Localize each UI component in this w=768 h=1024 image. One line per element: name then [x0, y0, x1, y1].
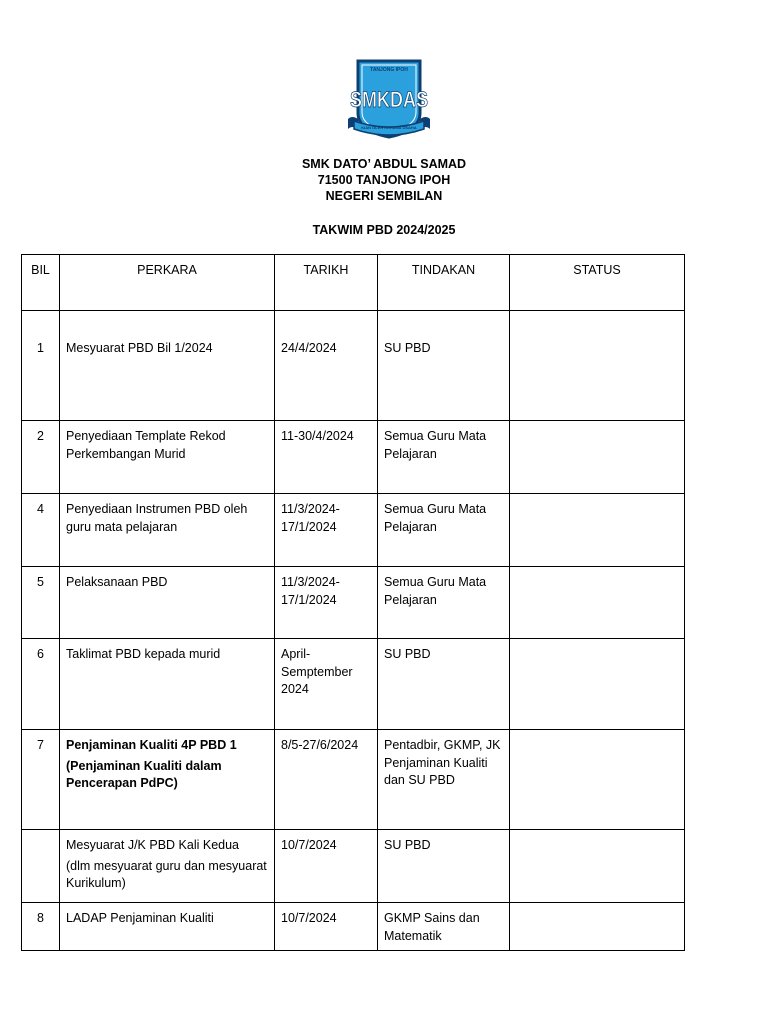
table-row — [22, 567, 685, 639]
header-status: STATUS — [510, 255, 685, 311]
row-status — [510, 421, 685, 494]
header-bil: BIL — [22, 255, 60, 311]
row-tarikh: April-Semptember 2024 — [275, 639, 378, 730]
table-row — [22, 730, 685, 830]
row-tindakan: Semua Guru Mata Pelajaran — [378, 567, 510, 639]
table-row — [22, 903, 685, 951]
row-perkara: LADAP Penjaminan Kualiti — [60, 903, 275, 951]
row-tarikh: 8/5-27/6/2024 — [275, 730, 378, 830]
row-tarikh: 11/3/2024-17/1/2024 — [275, 494, 378, 567]
row-bil: 1 — [22, 311, 60, 421]
row-bil: 4 — [22, 494, 60, 567]
row-tindakan: SU PBD — [378, 830, 510, 903]
table-row — [22, 830, 685, 903]
row-bil: 8 — [22, 903, 60, 951]
header-tarikh: TARIKH — [275, 255, 378, 311]
row-status — [510, 903, 685, 951]
table-header-row — [22, 255, 685, 311]
header-tindakan: TINDAKAN — [378, 255, 510, 311]
school-state: NEGERI SEMBILAN — [325, 189, 443, 203]
row-status — [510, 730, 685, 830]
school-logo — [344, 57, 434, 139]
row-bil — [22, 830, 60, 903]
row-tindakan: GKMP Sains dan Matematik — [378, 903, 510, 951]
school-address: 71500 TANJONG IPOH — [317, 173, 451, 187]
row-perkara-note: (Penjaminan Kualiti dalam Pencerapan PdPC) — [66, 758, 222, 790]
row-tindakan: Semua Guru Mata Pelajaran — [378, 421, 510, 494]
document-title: TAKWIM PBD 2024/2025 — [312, 223, 456, 237]
table-row — [22, 311, 685, 421]
table-row — [22, 494, 685, 567]
row-perkara: Taklimat PBD kepada murid — [60, 639, 275, 730]
header-perkara: PERKARA — [60, 255, 275, 311]
row-bil: 6 — [22, 639, 60, 730]
school-name: SMK DATO’ ABDUL SAMAD — [301, 157, 467, 171]
logo-bottom-text: KIAN OLEH KERANA USAHA — [361, 125, 417, 130]
table-row — [22, 639, 685, 730]
row-perkara: Penjaminan Kualiti 4P PBD 1 — [66, 738, 237, 752]
row-status — [510, 311, 685, 421]
row-perkara: Penyediaan Instrumen PBD oleh guru mata pelajaran — [60, 494, 275, 567]
row-tindakan: SU PBD — [378, 639, 510, 730]
row-bil: 5 — [22, 567, 60, 639]
row-tindakan: Pentadbir, GKMP, JK Penjaminan Kualiti dan SU PBD — [378, 730, 510, 830]
row-perkara-cell — [60, 830, 275, 903]
row-perkara-cell — [60, 730, 275, 830]
row-perkara: Mesyuarat J/K PBD Kali Kedua — [66, 838, 239, 852]
schedule-table — [21, 254, 685, 951]
row-tarikh: 10/7/2024 — [275, 830, 378, 903]
row-status — [510, 639, 685, 730]
row-tarikh: 24/4/2024 — [275, 311, 378, 421]
row-perkara: Penyediaan Template Rekod Perkembangan Murid — [60, 421, 275, 494]
row-tarikh: 11-30/4/2024 — [275, 421, 378, 494]
row-tarikh: 11/3/2024-17/1/2024 — [275, 567, 378, 639]
row-perkara-note: (dlm mesyuarat guru dan mesyuarat Kurikulum) — [66, 858, 267, 890]
row-bil: 2 — [22, 421, 60, 494]
row-bil: 7 — [22, 730, 60, 830]
row-status — [510, 494, 685, 567]
row-tindakan: Semua Guru Mata Pelajaran — [378, 494, 510, 567]
row-tindakan: SU PBD — [378, 311, 510, 421]
table-row — [22, 421, 685, 494]
logo-main-text: SMKDAS — [350, 88, 428, 113]
row-tarikh: 10/7/2024 — [275, 903, 378, 951]
row-perkara: Pelaksanaan PBD — [60, 567, 275, 639]
row-perkara: Mesyuarat PBD Bil 1/2024 — [60, 311, 275, 421]
row-status — [510, 567, 685, 639]
logo-top-text: TANJONG IPOH — [370, 67, 408, 73]
row-status — [510, 830, 685, 903]
